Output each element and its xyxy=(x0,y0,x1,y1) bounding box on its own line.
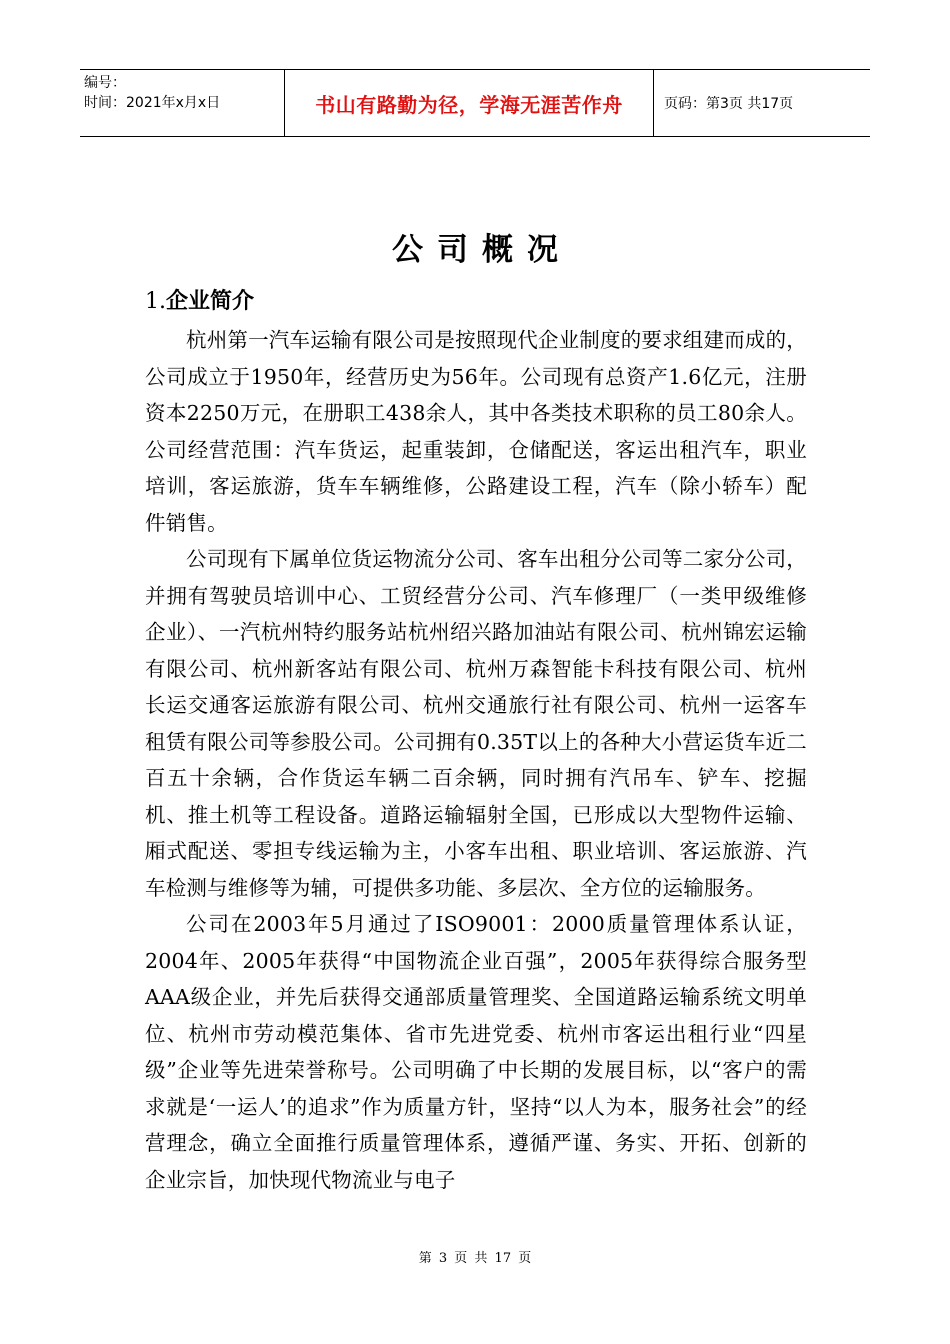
section-title: 企业简介 xyxy=(166,289,255,314)
date-label: 时间：2021年x月x日 xyxy=(84,95,221,111)
page-title: 公司概况 xyxy=(392,232,572,268)
section-heading xyxy=(145,284,254,315)
page-footer: 第 3 页 共 17 页 xyxy=(418,1251,532,1266)
paragraph: 公司在2003年5月通过了ISO9001：2000质量管理体系认证，2004年、2005年获得“中国物流企业百强”，2005年获得综合服务型AAA级企业，并先后获得交通部质量管理奖、全国道路运输系统文明单位、杭州市劳动模范集体、省市先进党委、杭州市客运出租行业“四星级”企业等先进荣誉称号。公司明确了中长期的发展目标，以“客户的需求就是‘一运人’的追求”作为质量方针，坚持“以人为本，服务社会”的经营理念，确立全面推行质量管理体系，遵循严谨、务实、开拓、创新的企业宗旨，加快现代物流业与电子 xyxy=(145,912,807,1192)
paragraph: 公司现有下属单位货运物流分公司、客车出租分公司等二家分公司，并拥有驾驶员培训中心、工贸经营分公司、汽车修理厂（一类甲级维修企业）、一汽杭州特约服务站杭州绍兴路加油站有限公司、杭州锦宏运输有限公司、杭州新客站有限公司、杭州万森智能卡科技有限公司、杭州长运交通客运旅游有限公司、杭州交通旅行社有限公司、杭州一运客车租赁有限公司等参股公司。公司拥有0.35T以上的各种大小营运货车近二百五十余辆，合作货运车辆二百余辆，同时拥有汽吊车、铲车、挖掘机、推土机等工程设备。道路运输辐射全国，已形成以大型物件运输、厢式配送、零担专线运输为主，小客车出租、职业培训、客运旅游、汽车检测与维修等为辅，可提供多功能、多层次、全方位的运输服务。 xyxy=(145,547,807,900)
document-header xyxy=(80,69,870,137)
header-divider xyxy=(653,70,654,136)
body-content xyxy=(145,322,807,1198)
paragraph: 杭州第一汽车运输有限公司是按照现代企业制度的要求组建而成的，公司成立于1950年，经营历史为56年。公司现有总资产1.6亿元，注册资本2250万元，在册职工438余人，其中各类技术职称的员工80余人。公司经营范围：汽车货运，起重装卸，仓储配送，客运出租汽车，职业培训，客运旅游，货车车辆维修，公路建设工程，汽车（除小轿车）配件销售。 xyxy=(145,328,807,535)
header-page-info: 页码：第3页 共17页 xyxy=(664,96,794,112)
serial-number-label: 编号： xyxy=(84,75,126,91)
section-number: 1. xyxy=(145,289,166,314)
header-motto: 书山有路勤为径，学海无涯苦作舟 xyxy=(315,92,623,117)
header-meta xyxy=(84,73,284,113)
